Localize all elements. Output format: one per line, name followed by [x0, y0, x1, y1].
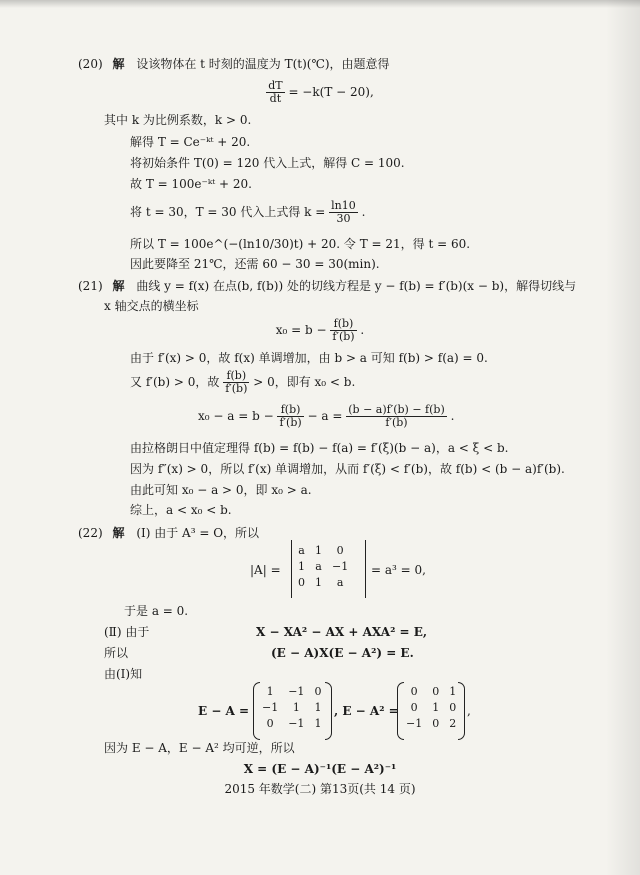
determinant-cell: 1	[315, 576, 322, 589]
matrix-2-cell: 0	[432, 717, 440, 730]
solution-label: 解	[112, 526, 125, 540]
scan-shadow-right	[606, 0, 640, 875]
matrix-2-cell: 1	[432, 701, 440, 714]
problem-21-header	[78, 278, 576, 294]
denominator: f′(b)	[279, 416, 302, 429]
matrix-2-cell: 2	[449, 717, 457, 730]
text-line: 因为 E − A，E − A² 均可逆，所以	[104, 741, 295, 755]
matrix-1-cell: 0	[314, 685, 322, 698]
text-line: 故 T = 100e⁻ᵏᵗ + 20.	[130, 177, 252, 191]
equation: X = (E − A)⁻¹(E − A²)⁻¹	[243, 762, 397, 776]
text-line: .	[361, 205, 366, 219]
p20-ode	[0, 80, 640, 105]
text-line: 曲线 y = f(x) 在点(b, f(b)) 处的切线方程是 y − f(b) = f′(b)(x − b)，解得切线与	[136, 279, 577, 293]
matrix-1-row	[257, 700, 326, 716]
text-line: 又 f′(b) > 0，故	[130, 375, 220, 389]
problem-number: (20)	[78, 57, 103, 71]
equation-rhs: = −k(T − 20),	[288, 85, 374, 99]
fraction	[266, 80, 284, 105]
solution-label: 解	[112, 279, 125, 293]
matrix-1-cell: −1	[288, 717, 305, 730]
text-line: (Ⅱ) 由于	[104, 625, 150, 639]
text-line: 将 t = 30，T = 30 代入上式得 k =	[130, 205, 326, 219]
text-line: 因此要降至 21℃，还需 60 − 30 = 30(min).	[130, 257, 380, 271]
text-line: ,	[467, 704, 471, 718]
matrix-2-row	[401, 700, 461, 716]
page-footer: 2015 年数学(二) 第13页(共 14 页)	[224, 782, 416, 796]
determinant-bar-right	[365, 540, 366, 598]
numerator: f(b)	[330, 318, 356, 331]
determinant-cell: −1	[332, 560, 349, 573]
matrix-1-cell: −1	[288, 685, 305, 698]
determinant-cell: 0	[298, 576, 305, 589]
scan-shadow-top	[0, 0, 640, 8]
determinant-lhs: |A| =	[250, 563, 281, 577]
determinant-rhs: = a³ = 0,	[371, 563, 426, 577]
determinant-cell: 1	[298, 560, 305, 573]
equation: X − XA² − AX + AXA² = E,	[256, 625, 428, 639]
p21-difference-eq	[198, 404, 454, 429]
determinant-cell: 1	[315, 544, 322, 557]
numerator: dT	[268, 79, 283, 92]
matrix-1-lhs: E − A =	[198, 704, 250, 718]
matrix-2-cell: 0	[432, 685, 440, 698]
matrix-1-cell: 0	[266, 717, 274, 730]
denominator: 30	[336, 212, 351, 225]
matrix-2-row	[401, 716, 461, 732]
matrix-1-cell: 1	[292, 701, 300, 714]
text-line: 由此可知 x₀ − a > 0，即 x₀ > a.	[130, 483, 312, 497]
text-line: 解得 T = Ce⁻ᵏᵗ + 20.	[130, 135, 251, 149]
numerator: ln10	[331, 199, 356, 212]
matrix-1-cell: 1	[266, 685, 274, 698]
matrix-2-paren-right	[458, 682, 465, 740]
denominator: dt	[269, 92, 282, 105]
numerator: (b − a)f′(b) − f(b)	[348, 403, 445, 416]
determinant-cell: a	[298, 544, 305, 557]
matrix-2-row	[401, 684, 461, 700]
determinant-matrix	[293, 543, 353, 591]
determinant-cell: 0	[336, 544, 344, 557]
matrix-1-paren-right	[325, 682, 332, 740]
text-line: 于是 a = 0.	[124, 604, 189, 618]
matrix-2-cell: 0	[410, 685, 418, 698]
matrix-1-cell: 1	[314, 717, 322, 730]
determinant-cell: a	[315, 560, 322, 573]
determinant-row	[293, 559, 353, 575]
denominator: f′(b)	[385, 416, 408, 429]
problem-20-header	[78, 56, 390, 72]
problem-number: (22)	[78, 526, 103, 540]
text-line: 综上，a < x₀ < b.	[130, 503, 232, 517]
denominator: f′(b)	[225, 382, 248, 395]
text-line: 其中 k 为比例系数，k > 0.	[104, 113, 252, 127]
text-line: > 0，即有 x₀ < b.	[253, 375, 356, 389]
text-line: − a =	[307, 409, 343, 423]
text-line: 由(Ⅰ)知	[104, 667, 143, 681]
text-line: (Ⅰ) 由于 A³ = O，所以	[136, 526, 260, 540]
p21-x0-formula	[0, 318, 640, 343]
fraction	[277, 404, 303, 429]
determinant-row	[293, 543, 353, 559]
fraction	[223, 370, 249, 395]
text-line: 由于 f′(x) > 0，故 f(x) 单调增加，由 b > a 可知 f(b) > f(a) = 0.	[130, 351, 488, 365]
problem-number: (21)	[78, 279, 103, 293]
numerator: f(b)	[277, 404, 303, 417]
p21-l4	[130, 370, 355, 395]
text-line: 设该物体在 t 时刻的温度为 T(t)(℃)，由题意得	[136, 57, 390, 71]
fraction	[346, 404, 447, 429]
matrix-2-cell: 1	[449, 685, 457, 698]
matrix-1-row	[257, 716, 326, 732]
problem-22-header	[78, 525, 259, 541]
matrix-1-cell: 1	[314, 701, 322, 714]
text-line: 因为 f″(x) > 0，所以 f′(x) 单调增加，从而 f′(ξ) < f′(b)，故 f(b) < (b − a)f′(b).	[130, 462, 565, 476]
fraction	[330, 318, 356, 343]
matrix-2-lhs: , E − A² =	[334, 704, 399, 718]
text-line: 所以 T = 100e^(−(ln10/30)t) + 20. 令 T = 21，得 t = 60.	[130, 237, 471, 251]
numerator: f(b)	[223, 370, 249, 383]
matrix-2-cell: 0	[449, 701, 457, 714]
matrix-1	[257, 684, 326, 732]
text-line: 将初始条件 T(0) = 120 代入上式，解得 C = 100.	[130, 156, 405, 170]
equation: (E − A)X(E − A²) = E.	[271, 646, 414, 660]
matrix-1-row	[257, 684, 326, 700]
matrix-2	[401, 684, 461, 732]
text-line: 所以	[104, 646, 129, 660]
text-line: x 轴交点的横坐标	[104, 299, 199, 313]
determinant-row	[293, 575, 353, 591]
text-line: .	[360, 323, 365, 337]
equation-lhs: x₀ = b −	[275, 323, 327, 337]
text-line: .	[450, 409, 455, 423]
determinant-bar-left	[291, 540, 292, 598]
text-line: 由拉格朗日中值定理得 f(b) = f(b) − f(a) = f′(ξ)(b − a)，a < ξ < b.	[130, 441, 509, 455]
fraction	[329, 200, 358, 225]
matrix-1-cell: −1	[262, 701, 279, 714]
denominator: f′(b)	[332, 330, 355, 343]
matrix-2-cell: −1	[406, 717, 423, 730]
equation-lhs: x₀ − a = b −	[198, 409, 274, 423]
solution-label: 解	[112, 57, 125, 71]
matrix-2-cell: 0	[410, 701, 418, 714]
p20-k-line	[130, 200, 365, 225]
determinant-cell: a	[336, 576, 344, 589]
